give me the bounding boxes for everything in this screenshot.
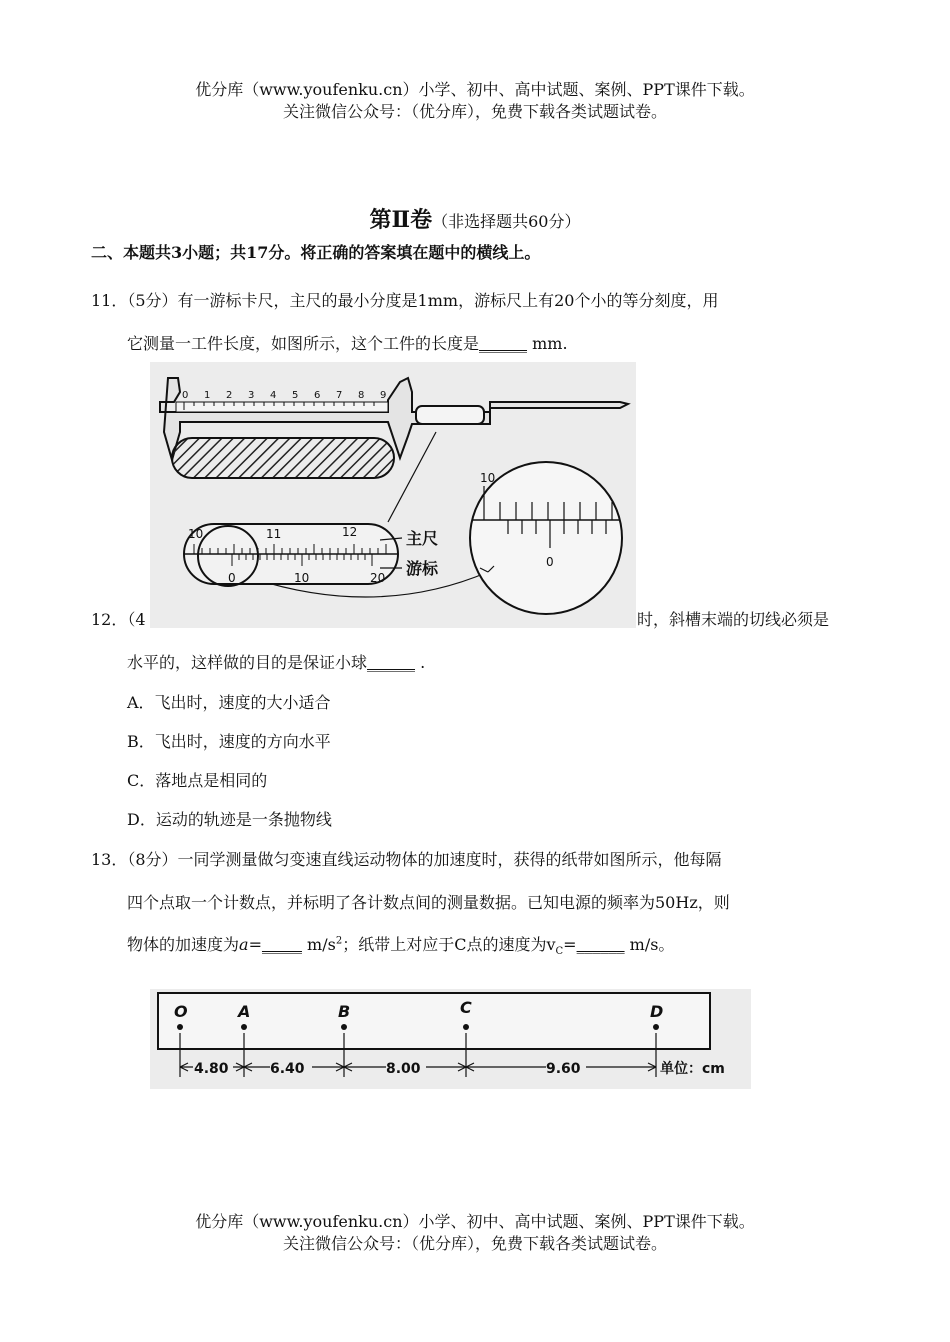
page-header — [0, 79, 950, 123]
unit-label: 单位：cm — [660, 1061, 725, 1077]
q12-option-d: D．运动的轨迹是一条抛物线 — [127, 810, 332, 829]
q12-number: 12．（4 — [91, 610, 146, 629]
q13-line-3 — [127, 932, 674, 957]
main-tick-label: 3 — [248, 390, 255, 401]
page-footer — [0, 1211, 950, 1255]
distance-bc: 8.00 — [386, 1061, 421, 1077]
main-tick-label: 4 — [270, 390, 277, 401]
q12-text-2-end: . — [415, 653, 426, 672]
point-label-d: D — [650, 1002, 664, 1021]
q11-line-2 — [127, 331, 568, 354]
label-main-scale: 主尺 — [406, 529, 439, 548]
zoom-vernier-label: 20 — [370, 571, 386, 585]
q13-answer-blank-2: ______ — [576, 935, 625, 954]
q13-sub: C — [555, 946, 564, 958]
q12-text-2: 水平的，这样做的目的是保证小球 — [127, 653, 368, 672]
q12-line-2 — [127, 650, 425, 673]
q13-sup: 2 — [335, 935, 343, 947]
point-c-dot — [463, 1024, 469, 1030]
main-tick-label: 7 — [336, 390, 343, 401]
section-title-main: 第Ⅱ卷 — [369, 207, 433, 233]
zoom-main-label: 11 — [266, 527, 282, 541]
q12-option-b: B．飞出时，速度的方向水平 — [127, 732, 331, 751]
q13-text-3d: ；纸带上对应于C点的速度为v — [342, 935, 556, 954]
q11-line-1 — [91, 288, 718, 311]
main-tick-label: 9 — [380, 390, 387, 401]
workpiece — [172, 438, 394, 478]
caliper-figure — [150, 362, 636, 628]
q13-text-3b: = — [248, 935, 262, 954]
q11-text-1: （5分）有一游标卡尺，主尺的最小分度是1mm，游标尺上有20个小的等分刻度，用 — [127, 291, 719, 310]
q11-unit: mm. — [527, 334, 568, 353]
section-instruction: 二、本题共3小题；共17分。将正确的答案填在题中的横线上。 — [91, 243, 541, 262]
q12-text-1: 时，斜槽末端的切线必须是 — [637, 610, 830, 629]
point-label-a: A — [238, 1002, 251, 1021]
footer-line-1: 优分库（www.youfenku.cn）小学、初中、高中试题、案例、PPT课件下载。 — [195, 1212, 755, 1231]
header-line-2: 关注微信公众号：（优分库），免费下载各类试题试卷。 — [282, 102, 667, 121]
footer-line-2: 关注微信公众号：（优分库），免费下载各类试题试卷。 — [282, 1234, 667, 1253]
point-label-b: B — [338, 1002, 351, 1021]
main-tick-label: 2 — [226, 390, 233, 401]
main-scale-strip — [176, 402, 388, 412]
main-tick-label: 1 — [204, 390, 211, 401]
main-tick-label: 0 — [182, 390, 189, 401]
q12-answer-blank: ______ — [367, 653, 416, 672]
q13-line-1 — [91, 847, 722, 870]
q13-text-3f: m/s。 — [624, 935, 675, 954]
label-vernier: 游标 — [406, 559, 439, 578]
q11-number: 11． — [91, 291, 128, 310]
header-line-1: 优分库（www.youfenku.cn）小学、初中、高中试题、案例、PPT课件下载。 — [195, 80, 755, 99]
tape-drawing — [150, 989, 751, 1089]
q13-text-3c: m/s — [301, 935, 336, 954]
zoom-main-label: 10 — [188, 527, 204, 541]
zoom-vernier-label: 10 — [294, 571, 310, 585]
point-a-dot — [241, 1024, 247, 1030]
distance-oa: 4.80 — [194, 1061, 229, 1077]
q13-text-3e: = — [563, 935, 577, 954]
point-o-dot — [177, 1024, 183, 1030]
vernier-window — [416, 406, 484, 424]
main-tick-label: 5 — [292, 390, 299, 401]
magnified-bottom-label: 0 — [546, 555, 554, 569]
q13-text-2: 四个点取一个计数点，并标明了各计数点间的测量数据。已知电源的频率为50Hz，则 — [127, 893, 730, 912]
section-title — [0, 203, 950, 234]
distance-ab: 6.40 — [270, 1061, 305, 1077]
tape-figure — [150, 989, 751, 1089]
point-d-dot — [653, 1024, 659, 1030]
q13-text-1: （8分）一同学测量做匀变速直线运动物体的加速度时，获得的纸带如图所示，他每隔 — [127, 850, 722, 869]
q12-option-c: C．落地点是相同的 — [127, 771, 268, 790]
q11-text-2: 它测量一工件长度，如图所示，这个工件的长度是 — [127, 334, 480, 353]
main-tick-label: 8 — [358, 390, 365, 401]
q11-answer-blank: ______ — [479, 334, 528, 353]
point-b-dot — [341, 1024, 347, 1030]
section-title-sub: （非选择题共60分） — [432, 212, 581, 231]
point-label-c: C — [460, 998, 472, 1017]
main-tick-label: 6 — [314, 390, 321, 401]
distance-cd: 9.60 — [546, 1061, 581, 1077]
point-label-o: O — [174, 1002, 188, 1021]
zoom-vernier-label: 0 — [228, 571, 236, 585]
q13-number: 13． — [91, 850, 128, 869]
q13-text-3a: 物体的加速度为 — [127, 935, 240, 954]
zoom-main-label: 12 — [342, 525, 358, 539]
magnified-top-label: 10 — [480, 471, 496, 485]
q13-var-a: a — [239, 935, 249, 954]
caliper-drawing — [150, 362, 636, 628]
q13-answer-blank-1: _____ — [261, 935, 302, 954]
q12-option-a: A．飞出时，速度的大小适合 — [127, 693, 331, 712]
